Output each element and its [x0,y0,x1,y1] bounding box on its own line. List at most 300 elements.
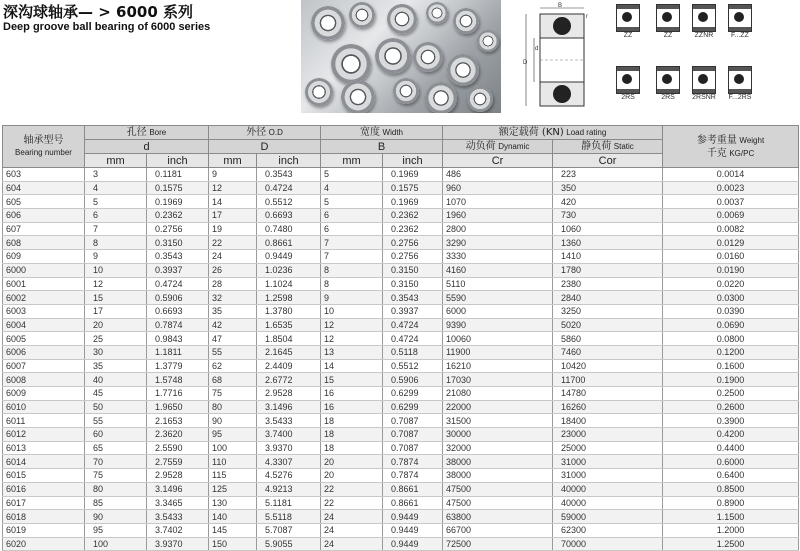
table-row [3,195,799,209]
table-cell: 2.1645 [257,345,321,359]
table-cell: 6011 [3,414,85,428]
table-cell: 2.4409 [257,359,321,373]
variant-zz-2: ZZ [648,4,688,39]
table-cell: 21080 [443,387,553,401]
table-cell: 3.5433 [257,414,321,428]
table-cell: 0.2362 [147,209,209,223]
table-cell: 0.2362 [383,209,443,223]
header-width-inch: inch [383,154,443,168]
table-cell: 0.3543 [383,291,443,305]
table-cell: 0.0800 [663,332,799,346]
table-cell: 0.0690 [663,318,799,332]
table-cell: 0.0014 [663,168,799,182]
table-row [3,482,799,496]
table-cell: 223 [553,168,663,182]
table-cell: 14 [209,195,257,209]
table-cell: 19 [209,222,257,236]
header-bore-mm: mm [85,154,147,168]
table-cell: 0.6299 [383,387,443,401]
table-cell: 6010 [3,400,85,414]
table-cell: 3.5433 [147,510,209,524]
table-cell: 25 [85,332,147,346]
table-cell: 6005 [3,332,85,346]
table-cell: 3.1496 [147,482,209,496]
table-cell: 47500 [443,482,553,496]
table-cell: 1.3780 [257,304,321,318]
table-cell: 14 [321,359,383,373]
table-cell: 4 [321,181,383,195]
table-cell: 609 [3,250,85,264]
table-cell: 9390 [443,318,553,332]
table-row [3,523,799,537]
table-cell: 0.3150 [147,236,209,250]
table-cell: 1.1024 [257,277,321,291]
table-cell: 4.5276 [257,469,321,483]
table-cell: 6004 [3,318,85,332]
table-cell: 730 [553,209,663,223]
table-cell: 603 [3,168,85,182]
table-cell: 2.5590 [147,441,209,455]
page-title-cn: 深沟球轴承— > 6000 系列 [3,3,193,21]
table-cell: 65 [85,441,147,455]
table-cell: 2.1653 [147,414,209,428]
table-cell: 62300 [553,523,663,537]
table-cell: 6018 [3,510,85,524]
table-cell: 55 [209,345,257,359]
header-static: 静负荷 Static [553,140,663,154]
table-cell: 12 [85,277,147,291]
table-cell: 5020 [553,318,663,332]
table-cell: 0.7087 [383,414,443,428]
table-cell: 5.5118 [257,510,321,524]
table-cell: 4 [85,181,147,195]
table-cell: 3.9370 [257,441,321,455]
table-cell: 31000 [553,469,663,483]
table-cell: 1360 [553,236,663,250]
label-d: d [535,46,539,52]
table-cell: 13 [321,345,383,359]
table-cell: 0.3937 [383,304,443,318]
table-cell: 0.0390 [663,304,799,318]
table-cell: 8 [85,236,147,250]
table-cell: 47 [209,332,257,346]
table-cell: 1060 [553,222,663,236]
table-cell: 0.1969 [383,168,443,182]
table-cell: 0.9449 [383,537,443,551]
table-cell: 6003 [3,304,85,318]
table-cell: 6015 [3,469,85,483]
header-dynamic-symbol: Cr [443,154,553,168]
variant-zz-1: ZZ [608,4,648,39]
table-cell: 47500 [443,496,553,510]
table-row [3,332,799,346]
table-cell: 63800 [443,510,553,524]
table-cell: 0.1575 [383,181,443,195]
table-cell: 150 [209,537,257,551]
table-cell: 70 [85,455,147,469]
table-cell: 0.2756 [383,250,443,264]
table-row [3,373,799,387]
table-cell: 70000 [553,537,663,551]
table-row [3,250,799,264]
header-width: 宽度 Width [321,126,443,140]
table-cell: 0.9449 [257,250,321,264]
header-od-inch: inch [257,154,321,168]
table-cell: 1.1500 [663,510,799,524]
table-cell: 6009 [3,387,85,401]
table-cell: 7460 [553,345,663,359]
table-cell: 31000 [553,455,663,469]
table-cell: 16260 [553,400,663,414]
table-cell: 24 [321,523,383,537]
table-cell: 1.2598 [257,291,321,305]
table-cell: 0.9449 [383,510,443,524]
table-cell: 6008 [3,373,85,387]
table-cell: 55 [85,414,147,428]
table-cell: 486 [443,168,553,182]
table-cell: 14780 [553,387,663,401]
table-row [3,441,799,455]
table-cell: 0.3937 [147,263,209,277]
table-cell: 20 [321,469,383,483]
bearings-photo [301,0,501,113]
table-cell: 9 [209,168,257,182]
table-cell: 145 [209,523,257,537]
table-cell: 0.9449 [383,523,443,537]
table-cell: 6017 [3,496,85,510]
header-dynamic: 动负荷 Dynamic [443,140,553,154]
table-cell: 6020 [3,537,85,551]
table-cell: 7 [321,236,383,250]
header-weight: 参考重量 Weight 千克 KG/PC [663,126,799,168]
table-cell: 1.2500 [663,537,799,551]
table-row [3,469,799,483]
table-cell: 0.5906 [383,373,443,387]
table-cell: 0.7874 [147,318,209,332]
table-cell: 35 [85,359,147,373]
table-cell: 0.1600 [663,359,799,373]
table-cell: 40000 [553,482,663,496]
table-cell: 1.1811 [147,345,209,359]
table-cell: 0.2756 [383,236,443,250]
table-cell: 0.8500 [663,482,799,496]
table-row [3,400,799,414]
table-cell: 130 [209,496,257,510]
table-cell: 4.9213 [257,482,321,496]
variant-f-2rs: F...2RS [720,66,760,101]
table-cell: 28 [209,277,257,291]
table-cell: 1.5748 [147,373,209,387]
table-cell: 0.1900 [663,373,799,387]
table-cell: 9 [85,250,147,264]
table-cell: 9 [321,291,383,305]
table-cell: 3250 [553,304,663,318]
table-row [3,263,799,277]
table-cell: 7 [85,222,147,236]
table-cell: 50 [85,400,147,414]
table-cell: 0.6693 [257,209,321,223]
header-bore-inch: inch [147,154,209,168]
table-cell: 6 [321,209,383,223]
table-cell: 32 [209,291,257,305]
table-row [3,345,799,359]
table-cell: 5.9055 [257,537,321,551]
label-B: B [557,3,563,9]
table-row [3,318,799,332]
table-cell: 30 [85,345,147,359]
table-cell: 3 [85,168,147,182]
table-cell: 1.7716 [147,387,209,401]
table-cell: 22 [321,482,383,496]
table-cell: 90 [209,414,257,428]
table-cell: 10060 [443,332,553,346]
table-cell: 6002 [3,291,85,305]
table-cell: 0.3150 [383,263,443,277]
table-cell: 20 [321,455,383,469]
table-cell: 17 [85,304,147,318]
header-width-mm: mm [321,154,383,168]
table-cell: 0.1181 [147,168,209,182]
table-cell: 6007 [3,359,85,373]
header-static-symbol: Cor [553,154,663,168]
table-cell: 0.2756 [147,222,209,236]
table-cell: 95 [209,428,257,442]
header-bore-symbol: d [85,140,209,154]
table-cell: 2.9528 [257,387,321,401]
table-cell: 0.5118 [383,345,443,359]
table-cell: 6006 [3,345,85,359]
table-cell: 1.3779 [147,359,209,373]
table-cell: 72500 [443,537,553,551]
table-cell: 0.7874 [383,455,443,469]
table-cell: 68 [209,373,257,387]
table-row [3,359,799,373]
table-cell: 3.7402 [147,523,209,537]
table-cell: 0.6000 [663,455,799,469]
table-cell: 5 [321,195,383,209]
table-cell: 95 [85,523,147,537]
table-cell: 38000 [443,455,553,469]
table-cell: 5.1181 [257,496,321,510]
table-cell: 110 [209,455,257,469]
table-cell: 0.9843 [147,332,209,346]
variant-2rs-1: 2RS [608,66,648,101]
table-cell: 10420 [553,359,663,373]
seal-variants [608,4,798,110]
table-cell: 38000 [443,469,553,483]
table-cell: 0.1200 [663,345,799,359]
table-cell: 2.7559 [147,455,209,469]
table-cell: 10 [321,304,383,318]
table-row [3,387,799,401]
table-cell: 0.4200 [663,428,799,442]
label-r: r [586,14,588,20]
table-cell: 0.0082 [663,222,799,236]
table-cell: 2800 [443,222,553,236]
table-cell: 115 [209,469,257,483]
table-cell: 5110 [443,277,553,291]
table-cell: 0.8661 [383,482,443,496]
table-cell: 60 [85,428,147,442]
table-cell: 2380 [553,277,663,291]
table-cell: 0.6693 [147,304,209,318]
bearing-dimension-diagram [520,2,602,110]
header-bore: 孔径 Bore [85,126,209,140]
table-cell: 4.3307 [257,455,321,469]
table-cell: 0.4400 [663,441,799,455]
table-cell: 0.1969 [147,195,209,209]
table-cell: 0.2500 [663,387,799,401]
table-cell: 40 [85,373,147,387]
table-cell: 0.5906 [147,291,209,305]
table-cell: 42 [209,318,257,332]
table-cell: 24 [209,250,257,264]
header-bearing-number: 轴承型号 Bearing number [3,126,85,168]
table-cell: 1960 [443,209,553,223]
table-cell: 3.3465 [147,496,209,510]
table-cell: 2.9528 [147,469,209,483]
table-cell: 12 [321,332,383,346]
table-cell: 1.8504 [257,332,321,346]
table-cell: 6012 [3,428,85,442]
table-cell: 1070 [443,195,553,209]
table-cell: 6013 [3,441,85,455]
table-cell: 0.7087 [383,441,443,455]
variant-f-zz: F...ZZ [720,4,760,39]
table-cell: 12 [209,181,257,195]
table-cell: 0.3900 [663,414,799,428]
table-row [3,510,799,524]
table-cell: 15 [85,291,147,305]
table-cell: 0.4724 [383,332,443,346]
table-cell: 18 [321,428,383,442]
table-row [3,168,799,182]
table-row [3,414,799,428]
table-cell: 0.0069 [663,209,799,223]
table-cell: 16 [321,400,383,414]
table-cell: 140 [209,510,257,524]
table-cell: 0.0300 [663,291,799,305]
table-cell: 30000 [443,428,553,442]
table-cell: 3.1496 [257,400,321,414]
table-cell: 1.9650 [147,400,209,414]
table-row [3,291,799,305]
table-cell: 5590 [443,291,553,305]
table-cell: 2.3620 [147,428,209,442]
table-row [3,304,799,318]
table-cell: 1.2000 [663,523,799,537]
table-cell: 25000 [553,441,663,455]
table-cell: 24 [321,510,383,524]
table-cell: 24 [321,537,383,551]
table-cell: 45 [85,387,147,401]
table-cell: 18 [321,414,383,428]
table-cell: 0.0220 [663,277,799,291]
variant-2rsnr: 2RSNR [684,66,724,101]
variant-2rs-2: 2RS [648,66,688,101]
spec-table-body [3,168,799,551]
table-cell: 20 [85,318,147,332]
table-cell: 26 [209,263,257,277]
table-cell: 6001 [3,277,85,291]
table-cell: 23000 [553,428,663,442]
table-cell: 4160 [443,263,553,277]
table-cell: 1410 [553,250,663,264]
table-cell: 22 [321,496,383,510]
table-cell: 31500 [443,414,553,428]
table-cell: 75 [209,387,257,401]
table-cell: 0.4724 [383,318,443,332]
table-cell: 604 [3,181,85,195]
table-cell: 6000 [443,304,553,318]
table-cell: 5 [85,195,147,209]
table-cell: 22000 [443,400,553,414]
table-cell: 2.6772 [257,373,321,387]
table-cell: 608 [3,236,85,250]
table-cell: 75 [85,469,147,483]
table-cell: 0.8661 [383,496,443,510]
table-cell: 0.7874 [383,469,443,483]
table-row [3,455,799,469]
table-cell: 40000 [553,496,663,510]
header-od: 外径 O.D [209,126,321,140]
table-cell: 0.3543 [257,168,321,182]
table-cell: 6 [321,222,383,236]
table-cell: 3290 [443,236,553,250]
table-cell: 0.6299 [383,400,443,414]
table-cell: 0.0190 [663,263,799,277]
table-cell: 11700 [553,373,663,387]
table-cell: 35 [209,304,257,318]
table-cell: 125 [209,482,257,496]
table-cell: 16 [321,387,383,401]
table-cell: 1.0236 [257,263,321,277]
table-cell: 6 [85,209,147,223]
table-cell: 7 [321,250,383,264]
table-cell: 350 [553,181,663,195]
table-cell: 0.0023 [663,181,799,195]
table-cell: 6014 [3,455,85,469]
table-cell: 6000 [3,263,85,277]
table-cell: 80 [209,400,257,414]
table-cell: 0.8661 [257,236,321,250]
table-cell: 5 [321,168,383,182]
table-cell: 5860 [553,332,663,346]
table-cell: 1780 [553,263,663,277]
table-cell: 0.3543 [147,250,209,264]
table-cell: 0.1969 [383,195,443,209]
label-D: D [523,60,528,66]
table-cell: 17 [209,209,257,223]
table-cell: 3.9370 [147,537,209,551]
table-cell: 8 [321,277,383,291]
table-row [3,496,799,510]
table-cell: 0.3150 [383,277,443,291]
table-cell: 0.5512 [257,195,321,209]
table-row [3,209,799,223]
table-row [3,537,799,551]
table-row [3,222,799,236]
table-row [3,428,799,442]
table-cell: 8 [321,263,383,277]
table-cell: 0.2600 [663,400,799,414]
table-cell: 5.7087 [257,523,321,537]
table-row [3,236,799,250]
table-cell: 2840 [553,291,663,305]
table-cell: 62 [209,359,257,373]
table-cell: 15 [321,373,383,387]
variant-zznr: ZZNR [684,4,724,39]
